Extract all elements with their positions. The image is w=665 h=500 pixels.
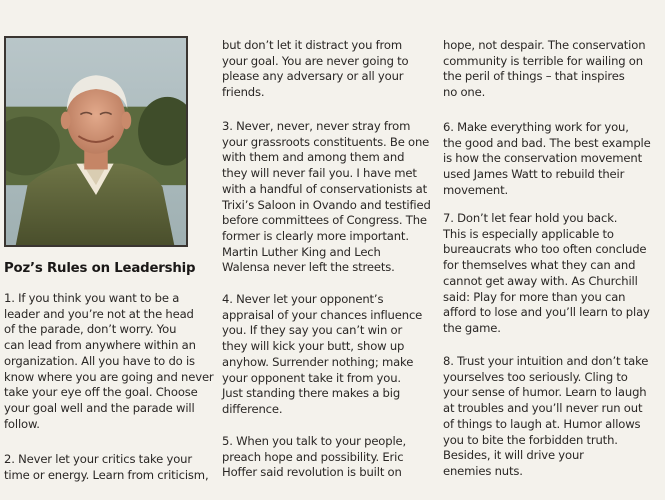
article-heading: Poz’s Rules on Leadership bbox=[4, 261, 196, 276]
rule-2-continued-paragraph: but don’t let it distract you from your goal. You are never going to please any adversary or all your friends. bbox=[222, 38, 409, 100]
rule-7-paragraph: 7. Don’t let fear hold you back. This is especially applicable to bureaucrats who too often conclude for themselves what they can and cannot get away with. As Churchill said: Play for more than you can afford to lose and you’ll learn to play the game. bbox=[443, 211, 650, 335]
rule-2-paragraph: 2. Never let your critics take your time or energy. Learn from criticism, bbox=[4, 452, 209, 482]
rule-8-paragraph: 8. Trust your intuition and don’t take yourselves too seriously. Cling to your sense of humor. Learn to laugh at troubles and you’ll never run out of things to laugh at. Humor allows you to bite the forbidden truth. Besides, it will drive your enemies nuts. bbox=[443, 354, 649, 478]
rule-6-paragraph: 6. Make everything work for you, the good and bad. The best example is how the conservation movement used James Watt to rebuild their movement. bbox=[443, 120, 651, 197]
rule-4-paragraph: 4. Never let your opponent’s appraisal of your chances influence you. If they say you can’t win or they will kick your butt, show up anyhow. Surrender nothing; make your opponent take it from you. Just standing there makes a big difference. bbox=[222, 292, 423, 416]
portrait-photo bbox=[4, 36, 188, 247]
rule-5-paragraph: 5. When you talk to your people, preach hope and possibility. Eric Hoffer said revolution is built on bbox=[222, 434, 407, 480]
rule-1-paragraph: 1. If you think you want to be a leader and you’re not at the head of the parade, don’t worry. You can lead from anywhere within an organization. All you have to do is know where you are going and never take your eye off the goal. Choose your goal well and the parade will follow. bbox=[4, 291, 214, 431]
rule-3-paragraph: 3. Never, never, never stray from your grassroots constituents. Be one with them and among them and they will never fail you. I have met with a handful of conservationists at Trixi’s Saloon in Ovando and testified before committees of Congress. The former is clearly more important. Martin Luther King and Lech Walensa never left the streets. bbox=[222, 119, 431, 275]
rule-5-continued-paragraph: hope, not despair. The conservation community is terrible for wailing on the peril of things – that inspires no one. bbox=[443, 38, 646, 100]
portrait-image bbox=[6, 38, 186, 245]
